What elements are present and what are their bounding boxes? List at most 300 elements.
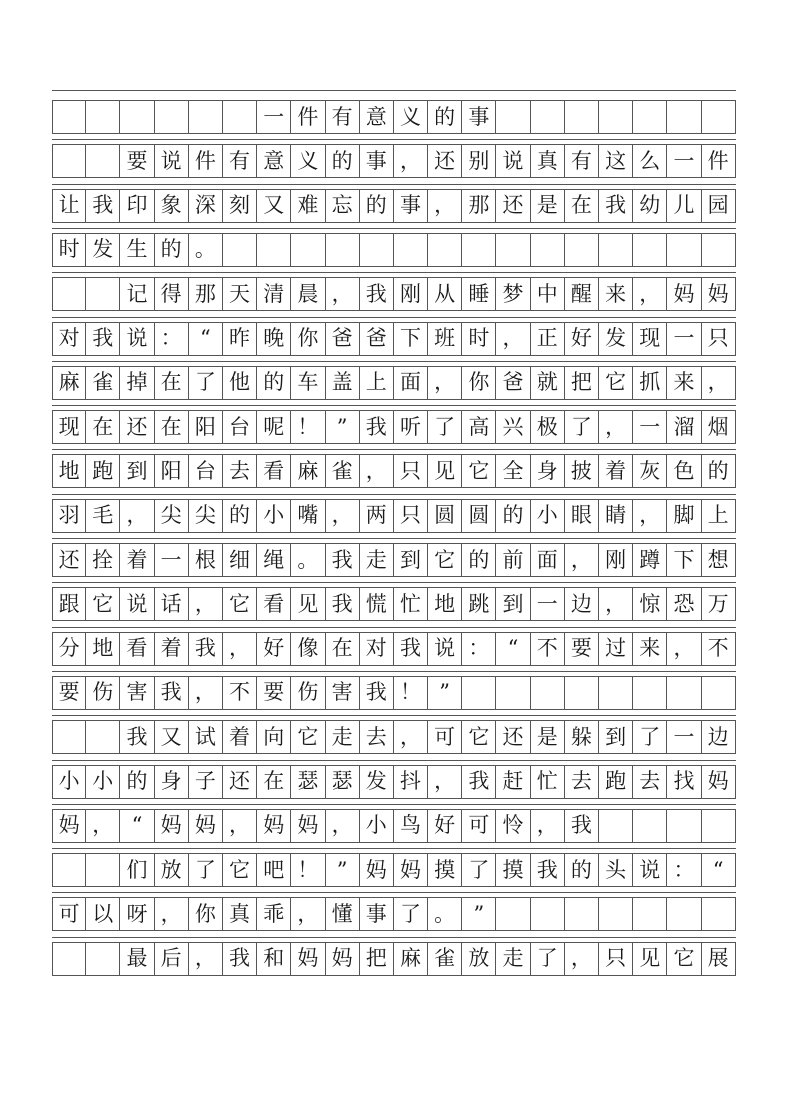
grid-cell: 慌 — [360, 588, 394, 620]
grid-cell: ， — [428, 766, 462, 798]
grid-cell: “ — [702, 854, 736, 886]
grid-cell: 最 — [120, 943, 154, 975]
grid-cell: 地 — [52, 455, 86, 487]
grid-cell: 在 — [257, 766, 291, 798]
grid-cell: 我 — [360, 411, 394, 443]
grid-cell: 件 — [291, 101, 325, 133]
grid-cell: 放 — [462, 943, 496, 975]
grid-cell: 中 — [531, 278, 565, 310]
grid-cell: 么 — [633, 145, 667, 177]
grid-cell: 想 — [702, 544, 736, 576]
grid-cell: 件 — [702, 145, 736, 177]
grid-cell — [86, 101, 120, 133]
grid-cell: 走 — [360, 544, 394, 576]
grid-gap-line — [52, 449, 736, 450]
grid-cell: 小 — [86, 766, 120, 798]
grid-row — [52, 720, 736, 754]
grid-cell: 他 — [223, 367, 257, 399]
grid-cell: 的 — [565, 854, 599, 886]
grid-cell: 还 — [496, 721, 530, 753]
grid-cell: ， — [428, 190, 462, 222]
grid-cell: 醒 — [565, 278, 599, 310]
grid-cell: 麻 — [52, 367, 86, 399]
grid-cell: 发 — [599, 323, 633, 355]
grid-cell: 发 — [86, 234, 120, 266]
grid-cell: 可 — [462, 810, 496, 842]
grid-cell: 一 — [531, 588, 565, 620]
grid-gap-line — [52, 760, 736, 761]
grid-cell: 你 — [189, 898, 223, 930]
grid-gap-line — [52, 228, 736, 229]
grid-cell: 害 — [326, 677, 360, 709]
grid-cell: 深 — [189, 190, 223, 222]
grid-cell — [223, 101, 257, 133]
grid-cell: 一 — [633, 411, 667, 443]
grid-cell: 去 — [565, 766, 599, 798]
grid-cell: 妈 — [394, 854, 428, 886]
grid-row — [52, 454, 736, 488]
grid-cell: 去 — [633, 766, 667, 798]
grid-cell — [52, 278, 86, 310]
grid-cell: 说 — [428, 633, 462, 665]
grid-cell: 这 — [599, 145, 633, 177]
grid-cell — [155, 101, 189, 133]
grid-cell: 只 — [394, 500, 428, 532]
grid-cell: 园 — [702, 190, 736, 222]
grid-cell: 印 — [120, 190, 154, 222]
grid-cell: 雀 — [86, 367, 120, 399]
grid-cell — [86, 854, 120, 886]
grid-cell: 盖 — [326, 367, 360, 399]
grid-cell: 呢 — [257, 411, 291, 443]
grid-cell: 过 — [599, 633, 633, 665]
grid-cell: 妈 — [189, 810, 223, 842]
grid-cell: 害 — [120, 677, 154, 709]
grid-cell — [702, 101, 736, 133]
grid-cell: 绳 — [257, 544, 291, 576]
grid-cell: 一 — [257, 101, 291, 133]
grid-cell: ： — [667, 854, 701, 886]
grid-cell: 一 — [667, 721, 701, 753]
grid-cell: 鸟 — [394, 810, 428, 842]
grid-cell: 了 — [394, 898, 428, 930]
grid-cell: 事 — [394, 190, 428, 222]
grid-cell: 在 — [86, 411, 120, 443]
grid-cell: 小 — [257, 500, 291, 532]
grid-row — [52, 499, 736, 533]
grid-cell: 现 — [633, 323, 667, 355]
grid-cell: 睡 — [462, 278, 496, 310]
grid-cell: 说 — [120, 323, 154, 355]
grid-cell: 爸 — [360, 323, 394, 355]
grid-cell: 麻 — [291, 455, 325, 487]
grid-gap-line — [52, 272, 736, 273]
grid-cell: 眼 — [565, 500, 599, 532]
composition-title — [0, 0, 1, 1]
grid-row — [52, 853, 736, 887]
grid-cell: 可 — [428, 721, 462, 753]
grid-cell: 呀 — [120, 898, 154, 930]
grid-cell — [496, 898, 530, 930]
grid-cell: 它 — [223, 588, 257, 620]
grid-row — [52, 543, 736, 577]
grid-cell: ， — [702, 367, 736, 399]
grid-cell: 的 — [223, 500, 257, 532]
grid-cell: 我 — [565, 810, 599, 842]
grid-row — [52, 587, 736, 621]
grid-cell: 可 — [52, 898, 86, 930]
grid-cell: 拴 — [86, 544, 120, 576]
grid-cell: 台 — [189, 455, 223, 487]
grid-cell: ， — [120, 500, 154, 532]
grid-cell: 发 — [360, 766, 394, 798]
grid-cell: 着 — [120, 544, 154, 576]
grid-cell: 我 — [462, 766, 496, 798]
grid-cell: 乖 — [257, 898, 291, 930]
grid-cell — [531, 677, 565, 709]
grid-cell: ！ — [394, 677, 428, 709]
grid-cell: 边 — [702, 721, 736, 753]
grid-cell: 来 — [599, 278, 633, 310]
grid-cell: 前 — [496, 544, 530, 576]
grid-gap-line — [52, 361, 736, 362]
grid-cell — [257, 234, 291, 266]
grid-cell: 子 — [189, 766, 223, 798]
grid-cell: 嘴 — [291, 500, 325, 532]
grid-cell: 瑟 — [291, 766, 325, 798]
grid-cell: 意 — [257, 145, 291, 177]
grid-cell: 难 — [291, 190, 325, 222]
grid-row — [52, 410, 736, 444]
grid-cell: 要 — [120, 145, 154, 177]
grid-cell: 还 — [428, 145, 462, 177]
grid-cell: 毛 — [86, 500, 120, 532]
grid-cell: 我 — [86, 190, 120, 222]
grid-gap-line — [52, 892, 736, 893]
grid-cell: ， — [326, 500, 360, 532]
grid-cell: ， — [599, 588, 633, 620]
grid-cell: 刚 — [394, 278, 428, 310]
grid-cell: 一 — [667, 145, 701, 177]
grid-cell: 摸 — [428, 854, 462, 886]
grid-cell: 。 — [291, 544, 325, 576]
grid-cell — [86, 145, 120, 177]
grid-cell: 我 — [189, 633, 223, 665]
grid-cell — [52, 943, 86, 975]
grid-cell: 了 — [189, 367, 223, 399]
grid-cell: 看 — [257, 455, 291, 487]
grid-cell: 幼 — [633, 190, 667, 222]
grid-cell: ， — [565, 544, 599, 576]
grid-cell: 那 — [189, 278, 223, 310]
grid-cell: 我 — [326, 544, 360, 576]
grid-cell: 要 — [257, 677, 291, 709]
grid-cell: 有 — [565, 145, 599, 177]
grid-cell: 伤 — [291, 677, 325, 709]
grid-cell — [667, 810, 701, 842]
grid-cell: 对 — [360, 633, 394, 665]
grid-cell: 见 — [428, 455, 462, 487]
grid-cell: 的 — [360, 190, 394, 222]
grid-cell: 去 — [360, 721, 394, 753]
grid-cell: 头 — [599, 854, 633, 886]
grid-cell: 你 — [462, 367, 496, 399]
grid-cell: ， — [360, 455, 394, 487]
grid-cell: 瑟 — [326, 766, 360, 798]
grid-cell: 去 — [223, 455, 257, 487]
grid-cell: ： — [155, 323, 189, 355]
grid-cell: 它 — [462, 721, 496, 753]
grid-cell: 了 — [565, 411, 599, 443]
grid-cell: 要 — [565, 633, 599, 665]
grid-cell: 在 — [155, 411, 189, 443]
grid-cell: 真 — [531, 145, 565, 177]
grid-cell: 又 — [155, 721, 189, 753]
grid-cell: 从 — [428, 278, 462, 310]
grid-cell: 到 — [496, 588, 530, 620]
grid-cell — [360, 234, 394, 266]
grid-cell — [52, 721, 86, 753]
grid-cell: 妈 — [257, 810, 291, 842]
grid-cell: ！ — [291, 411, 325, 443]
grid-cell: 后 — [155, 943, 189, 975]
grid-cell: 还 — [120, 411, 154, 443]
grid-row — [52, 897, 736, 931]
grid-cell: 尖 — [155, 500, 189, 532]
grid-cell — [496, 234, 530, 266]
grid-cell: 它 — [462, 455, 496, 487]
grid-cell: 圆 — [428, 500, 462, 532]
grid-cell: 下 — [394, 323, 428, 355]
grid-cell — [702, 234, 736, 266]
grid-cell: 雀 — [428, 943, 462, 975]
grid-cell: 听 — [394, 411, 428, 443]
grid-cell: 赶 — [496, 766, 530, 798]
grid-cell: 时 — [52, 234, 86, 266]
grid-cell: 阳 — [155, 455, 189, 487]
grid-cell: 正 — [531, 323, 565, 355]
grid-cell: 它 — [428, 544, 462, 576]
grid-cell: ” — [462, 898, 496, 930]
grid-cell — [86, 943, 120, 975]
grid-cell: 万 — [702, 588, 736, 620]
grid-cell: 到 — [120, 455, 154, 487]
grid-cell: 我 — [120, 721, 154, 753]
grid-cell: 它 — [86, 588, 120, 620]
grid-cell: 身 — [531, 455, 565, 487]
grid-cell: 走 — [496, 943, 530, 975]
grid-cell: ， — [496, 323, 530, 355]
grid-cell: 色 — [667, 455, 701, 487]
grid-gap-line — [52, 937, 736, 938]
grid-cell: 记 — [120, 278, 154, 310]
grid-row — [52, 765, 736, 799]
grid-cell: 了 — [633, 721, 667, 753]
grid-cell — [189, 101, 223, 133]
grid-cell: 只 — [702, 323, 736, 355]
grid-cell: 伤 — [86, 677, 120, 709]
grid-row — [52, 189, 736, 223]
grid-gap-line — [52, 494, 736, 495]
grid-cell: 清 — [257, 278, 291, 310]
grid-cell: 件 — [189, 145, 223, 177]
grid-gap-line — [52, 90, 736, 91]
grid-cell: 说 — [155, 145, 189, 177]
grid-cell: 晚 — [257, 323, 291, 355]
grid-cell: 看 — [257, 588, 291, 620]
grid-cell: 儿 — [667, 190, 701, 222]
grid-cell: 在 — [326, 633, 360, 665]
grid-cell: 的 — [326, 145, 360, 177]
grid-cell: 我 — [394, 633, 428, 665]
grid-cell: 全 — [496, 455, 530, 487]
grid-cell — [633, 677, 667, 709]
grid-cell: ， — [633, 278, 667, 310]
grid-cell: 们 — [120, 854, 154, 886]
grid-cell: 麻 — [394, 943, 428, 975]
grid-cell: ， — [667, 633, 701, 665]
grid-cell — [52, 145, 86, 177]
grid-row — [52, 322, 736, 356]
grid-cell: ： — [462, 633, 496, 665]
grid-cell: 跟 — [52, 588, 86, 620]
grid-cell: 好 — [257, 633, 291, 665]
grid-cell: 展 — [702, 943, 736, 975]
grid-cell: 让 — [52, 190, 86, 222]
grid-gap-line — [52, 139, 736, 140]
grid-cell: 看 — [120, 633, 154, 665]
grid-cell: 忙 — [394, 588, 428, 620]
grid-gap-line — [52, 627, 736, 628]
grid-cell — [86, 278, 120, 310]
grid-cell — [599, 677, 633, 709]
grid-cell — [565, 234, 599, 266]
grid-cell: 生 — [120, 234, 154, 266]
grid-cell: 只 — [599, 943, 633, 975]
grid-cell: ， — [326, 810, 360, 842]
grid-cell: 好 — [428, 810, 462, 842]
grid-cell: 烟 — [702, 411, 736, 443]
grid-cell: 到 — [394, 544, 428, 576]
grid-cell: 跑 — [599, 766, 633, 798]
grid-cell: 地 — [86, 633, 120, 665]
grid-cell: ， — [633, 500, 667, 532]
grid-cell — [531, 234, 565, 266]
grid-cell — [496, 101, 530, 133]
grid-cell: 还 — [52, 544, 86, 576]
grid-cell: ， — [326, 278, 360, 310]
grid-cell: 我 — [326, 588, 360, 620]
grid-cell: ， — [291, 898, 325, 930]
grid-cell: 两 — [360, 500, 394, 532]
grid-cell: ” — [428, 677, 462, 709]
grid-cell: 来 — [633, 633, 667, 665]
grid-cell: 我 — [223, 943, 257, 975]
grid-cell: ” — [326, 854, 360, 886]
grid-cell: 披 — [565, 455, 599, 487]
grid-cell: 了 — [189, 854, 223, 886]
grid-cell: 不 — [702, 633, 736, 665]
grid-cell: 睛 — [599, 500, 633, 532]
grid-cell: 妈 — [667, 278, 701, 310]
grid-cell — [291, 234, 325, 266]
grid-cell: “ — [120, 810, 154, 842]
grid-cell: 妈 — [155, 810, 189, 842]
grid-cell — [702, 898, 736, 930]
grid-cell: 天 — [223, 278, 257, 310]
grid-cell: 根 — [189, 544, 223, 576]
grid-cell — [633, 101, 667, 133]
grid-cell — [599, 810, 633, 842]
grid-cell: 一 — [155, 544, 189, 576]
grid-cell: 还 — [223, 766, 257, 798]
grid-cell: 象 — [155, 190, 189, 222]
grid-cell: ， — [599, 411, 633, 443]
grid-gap-line — [52, 804, 736, 805]
grid-cell — [633, 898, 667, 930]
grid-cell — [599, 101, 633, 133]
grid-cell — [120, 101, 154, 133]
grid-cell: 刚 — [599, 544, 633, 576]
grid-cell: 不 — [223, 677, 257, 709]
grid-cell: 把 — [360, 943, 394, 975]
grid-cell: 得 — [155, 278, 189, 310]
grid-cell: 地 — [428, 588, 462, 620]
grid-cell: 掉 — [120, 367, 154, 399]
grid-cell: 试 — [189, 721, 223, 753]
grid-cell: 梦 — [496, 278, 530, 310]
grid-cell: 事 — [360, 898, 394, 930]
grid-cell: 边 — [565, 588, 599, 620]
grid-cell: 车 — [291, 367, 325, 399]
grid-cell: ， — [189, 588, 223, 620]
grid-cell: 小 — [52, 766, 86, 798]
grid-cell: 惊 — [633, 588, 667, 620]
grid-cell: 上 — [702, 500, 736, 532]
grid-row — [52, 632, 736, 666]
grid-cell: ， — [565, 943, 599, 975]
grid-cell: 时 — [462, 323, 496, 355]
grid-cell — [565, 898, 599, 930]
grid-cell — [667, 101, 701, 133]
grid-cell: 在 — [565, 190, 599, 222]
grid-cell: 见 — [633, 943, 667, 975]
grid-cell: 是 — [531, 721, 565, 753]
grid-cell — [702, 677, 736, 709]
grid-cell: 面 — [531, 544, 565, 576]
grid-cell: 一 — [667, 323, 701, 355]
grid-cell: 爸 — [496, 367, 530, 399]
grid-cell: 摸 — [496, 854, 530, 886]
grid-cell: 我 — [155, 677, 189, 709]
grid-cell: 就 — [531, 367, 565, 399]
grid-cell: “ — [496, 633, 530, 665]
grid-cell: 蹲 — [633, 544, 667, 576]
grid-cell: 雀 — [326, 455, 360, 487]
grid-cell: 跑 — [86, 455, 120, 487]
grid-cell — [531, 898, 565, 930]
grid-row — [52, 277, 736, 311]
grid-cell: 妈 — [326, 943, 360, 975]
grid-cell: 上 — [360, 367, 394, 399]
grid-cell: 高 — [462, 411, 496, 443]
grid-cell: ， — [86, 810, 120, 842]
grid-cell: 妈 — [360, 854, 394, 886]
grid-cell: ， — [189, 943, 223, 975]
grid-cell: 爸 — [326, 323, 360, 355]
grid-cell: 跳 — [462, 588, 496, 620]
grid-cell — [667, 677, 701, 709]
